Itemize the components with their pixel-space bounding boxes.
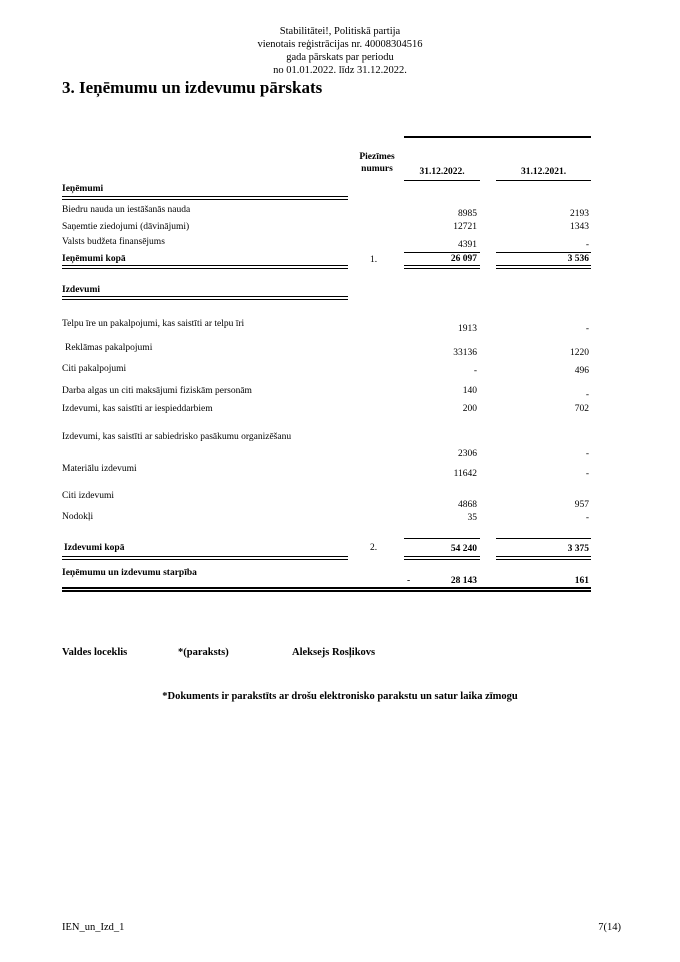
difference-current: 28 143 bbox=[450, 576, 477, 586]
income-total-current: 26 097 bbox=[450, 254, 477, 264]
expense-row-current: 4868 bbox=[458, 500, 477, 510]
expense-row-previous: - bbox=[585, 513, 589, 523]
income-subtotal-rule-current bbox=[404, 252, 480, 253]
expense-row-previous: - bbox=[585, 469, 589, 479]
income-total-current-rule-1 bbox=[404, 265, 480, 266]
current-year-column-header: 31.12.2022. bbox=[419, 167, 465, 177]
expense-row-current: 33136 bbox=[453, 348, 477, 358]
income-row-label: Saņemtie ziedojumi (dāvinājumi) bbox=[62, 222, 190, 232]
expense-row-label: Izdevumi, kas saistīti ar iespieddarbiem bbox=[62, 404, 213, 414]
expense-row-previous: 957 bbox=[574, 500, 589, 510]
expenses-total-current-rule-2 bbox=[404, 559, 480, 560]
income-total-rule-1 bbox=[62, 265, 348, 266]
difference-label: Ieņēmumu un izdevumu starpība bbox=[62, 568, 197, 578]
expense-row-current: 1913 bbox=[458, 324, 477, 334]
expenses-subtotal-rule-previous bbox=[496, 538, 591, 539]
e-signature-disclaimer: *Dokuments ir parakstīts ar drošu elektronisko parakstu un satur laika zīmogu bbox=[162, 691, 518, 702]
header-reg-number: vienotais reģistrācijas nr. 40008304516 bbox=[257, 39, 423, 50]
income-row-label: Biedru nauda un iestāšanās nauda bbox=[62, 205, 191, 215]
income-heading-rule-1 bbox=[62, 196, 348, 197]
expense-row-previous: - bbox=[585, 324, 589, 334]
header-period: no 01.01.2022. līdz 31.12.2022. bbox=[273, 65, 407, 76]
expense-row-current: 35 bbox=[467, 513, 477, 523]
expense-row-current: 140 bbox=[462, 386, 477, 396]
income-total-label: Ieņēmumi kopā bbox=[62, 254, 126, 264]
signatory-name: Aleksejs Rosļikovs bbox=[292, 647, 376, 658]
footer-document-code: IEN_un_Izd_1 bbox=[62, 922, 125, 933]
expense-row-label: Darba algas un citi maksājumi fiziskām personām bbox=[62, 386, 252, 396]
income-heading-rule-2 bbox=[62, 199, 348, 200]
expense-row-previous: 1220 bbox=[570, 348, 589, 358]
expense-row-label: Telpu īre un pakalpojumi, kas saistīti ar telpu īri bbox=[62, 319, 245, 329]
income-total-previous-rule-2 bbox=[496, 268, 591, 269]
difference-previous: 161 bbox=[574, 576, 589, 586]
difference-rule-1 bbox=[62, 587, 591, 589]
signature-placeholder: *(paraksts) bbox=[178, 647, 229, 658]
expense-row-label: Materiālu izdevumi bbox=[62, 464, 137, 474]
notes-column-header-line1: Piezīmes bbox=[359, 152, 395, 162]
previous-year-header-rule bbox=[496, 180, 591, 181]
signature-role: Valdes loceklis bbox=[62, 647, 128, 658]
income-total-note: 1. bbox=[370, 255, 378, 265]
expense-row-label: Reklāmas pakalpojumi bbox=[65, 343, 153, 353]
expense-row-current: 2306 bbox=[458, 449, 477, 459]
expenses-total-previous-rule-1 bbox=[496, 556, 591, 557]
income-total-previous-rule-1 bbox=[496, 265, 591, 266]
header-report-type: gada pārskats par periodu bbox=[286, 52, 394, 63]
income-subtotal-rule-previous bbox=[496, 252, 591, 253]
expenses-total-previous-rule-2 bbox=[496, 559, 591, 560]
income-section-heading: Ieņēmumi bbox=[62, 184, 104, 194]
income-row-current: 12721 bbox=[453, 222, 477, 232]
header-party-name: Stabilitātei!, Politiskā partija bbox=[279, 26, 401, 37]
expense-row-current: 200 bbox=[462, 404, 477, 414]
expenses-heading-rule-1 bbox=[62, 296, 348, 297]
expense-row-label: Citi izdevumi bbox=[62, 491, 114, 501]
expenses-total-rule-2 bbox=[62, 559, 348, 560]
expenses-subtotal-rule-current bbox=[404, 538, 480, 539]
expenses-total-current-rule-1 bbox=[404, 556, 480, 557]
expense-row-previous: - bbox=[585, 390, 589, 400]
expense-row-label: Citi pakalpojumi bbox=[62, 364, 127, 374]
expenses-total-previous: 3 375 bbox=[567, 544, 589, 554]
expenses-total-note: 2. bbox=[370, 543, 378, 553]
current-year-header-rule bbox=[404, 180, 480, 181]
income-row-previous: - bbox=[585, 240, 589, 250]
difference-sign: - bbox=[407, 576, 411, 586]
expenses-total-current: 54 240 bbox=[450, 544, 477, 554]
expense-row-current: - bbox=[473, 366, 477, 376]
income-row-label: Valsts budžeta finansējums bbox=[62, 237, 165, 247]
previous-year-column-header: 31.12.2021. bbox=[520, 167, 567, 177]
difference-rule-2 bbox=[62, 590, 591, 592]
expenses-section-heading: Izdevumi bbox=[62, 285, 100, 295]
income-row-current: 8985 bbox=[458, 209, 477, 219]
footer-page-number: 7(14) bbox=[598, 922, 621, 933]
expenses-heading-rule-2 bbox=[62, 299, 348, 300]
column-header-top-rule bbox=[404, 136, 591, 138]
income-total-current-rule-2 bbox=[404, 268, 480, 269]
expense-row-label: Izdevumi, kas saistīti ar sabiedrisko pasākumu organizēšanu bbox=[62, 432, 292, 442]
page-title: 3. Ieņēmumu un izdevumu pārskats bbox=[62, 78, 323, 97]
income-total-rule-2 bbox=[62, 268, 348, 269]
expense-row-current: 11642 bbox=[453, 469, 477, 479]
income-row-previous: 2193 bbox=[570, 209, 589, 219]
expenses-total-label: Izdevumi kopā bbox=[64, 543, 125, 553]
expense-row-previous: 702 bbox=[574, 404, 589, 414]
income-row-current: 4391 bbox=[458, 240, 477, 250]
expense-row-label: Nodokļi bbox=[62, 512, 94, 522]
expense-row-previous: 496 bbox=[574, 366, 589, 376]
income-total-previous: 3 536 bbox=[567, 254, 589, 264]
notes-column-header-line2: numurs bbox=[361, 164, 393, 174]
expense-row-previous: - bbox=[585, 449, 589, 459]
expenses-total-rule-1 bbox=[62, 556, 348, 557]
income-row-previous: 1343 bbox=[570, 222, 589, 232]
